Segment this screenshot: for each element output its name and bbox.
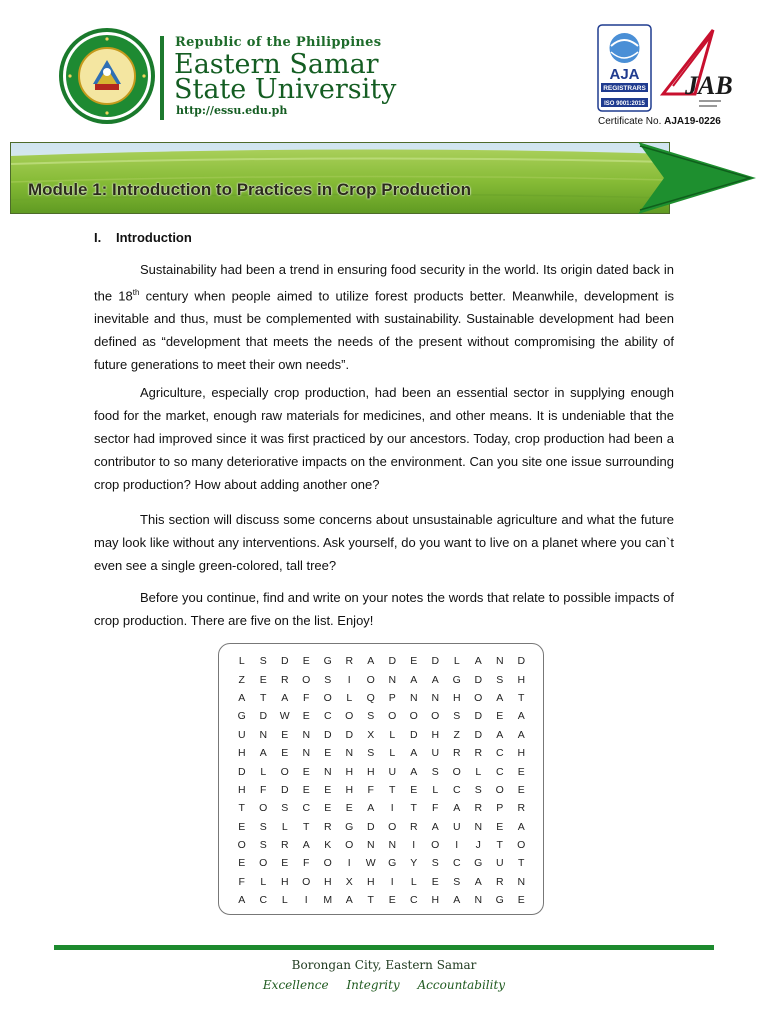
grid-letter: I — [455, 839, 459, 852]
grid-letter: O — [409, 710, 418, 723]
grid-letter: H — [452, 691, 461, 704]
motto-accountability: Accountability — [417, 978, 506, 992]
grid-letter: E — [324, 802, 332, 815]
grid-letter: A — [367, 655, 375, 668]
grid-letter: O — [302, 673, 311, 686]
grid-letter: A — [302, 839, 310, 852]
grid-letter: T — [518, 857, 525, 870]
grid-letter: F — [367, 783, 374, 796]
grid-letter: D — [409, 728, 418, 741]
grid-letter: P — [496, 802, 504, 815]
aja-mark-text: AJA — [609, 66, 640, 83]
grid-letter: O — [517, 839, 526, 852]
grid-letter: S — [431, 857, 439, 870]
university-name-line1: Eastern Samar — [174, 49, 379, 80]
grid-letter: T — [518, 691, 525, 704]
grid-letter: D — [474, 710, 483, 723]
grid-letter: S — [453, 710, 461, 723]
grid-letter: H — [237, 783, 246, 796]
grid-letter: H — [345, 783, 354, 796]
module-title: Module 1: Introduction to Practices in Crop Production — [28, 180, 471, 199]
grid-letter: E — [431, 875, 439, 888]
grid-letter: W — [365, 857, 376, 870]
grid-letter: O — [388, 820, 397, 833]
grid-letter: L — [260, 765, 267, 778]
grid-letter: K — [324, 839, 332, 852]
paragraph-4: Before you continue, find and write on your notes the words that relate to possible impacts of crop production. There are five on the list. Enjoy! — [94, 590, 674, 628]
grid-letter: C — [409, 894, 418, 907]
header-divider — [160, 36, 164, 120]
grid-letter: E — [324, 783, 332, 796]
university-seal-logo — [57, 26, 157, 126]
grid-letter: S — [496, 673, 504, 686]
grid-letter: F — [238, 875, 245, 888]
paragraph-2: Agriculture, especially crop production, had been an essential sector in supplying enough food for the market, enough raw materials for medicines, and other means. It is undeniable that the sector had improved since it was first practiced by our ancestors. Today, crop production had been a contributor to so many deteriorative impacts on the environment. Can you site one issue surrounding crop production? How about adding another one? — [94, 385, 674, 492]
grid-letter: E — [302, 783, 310, 796]
grid-letter: S — [367, 710, 375, 723]
grid-letter: G — [474, 857, 483, 870]
grid-letter: F — [303, 857, 310, 870]
grid-letter: A — [238, 894, 246, 907]
grid-letter: W — [279, 710, 290, 723]
grid-letter: H — [366, 875, 375, 888]
grid-letter: O — [366, 673, 375, 686]
grid-letter: E — [388, 894, 396, 907]
grid-letter: E — [281, 857, 289, 870]
grid-row — [231, 726, 533, 744]
grid-row — [231, 670, 533, 688]
grid-letter: S — [367, 747, 375, 760]
grid-letter: H — [517, 673, 526, 686]
grid-letter: N — [474, 894, 483, 907]
grid-letter: U — [452, 820, 461, 833]
grid-letter: L — [238, 655, 245, 668]
grid-letter: N — [474, 820, 483, 833]
grid-letter: R — [474, 747, 483, 760]
jab-accreditation-logo — [655, 24, 733, 112]
grid-letter: H — [280, 875, 289, 888]
grid-letter: N — [302, 747, 311, 760]
grid-row — [231, 762, 533, 780]
grid-letter: S — [281, 802, 289, 815]
grid-letter: Z — [238, 673, 245, 686]
grid-letter: E — [517, 894, 525, 907]
grid-letter: E — [324, 747, 332, 760]
grid-letter: S — [259, 655, 267, 668]
grid-letter: S — [474, 783, 482, 796]
grid-letter: N — [345, 747, 354, 760]
grid-letter: Q — [366, 691, 375, 704]
grid-row — [231, 799, 533, 817]
grid-letter: D — [323, 728, 332, 741]
grid-letter: L — [475, 765, 482, 778]
grid-row — [231, 707, 533, 725]
grid-letter: I — [390, 802, 394, 815]
grid-letter: O — [495, 783, 504, 796]
grid-letter: O — [388, 710, 397, 723]
grid-letter: I — [347, 673, 351, 686]
grid-letter: O — [345, 710, 354, 723]
grid-letter: E — [302, 765, 310, 778]
grid-letter: C — [495, 747, 504, 760]
grid-letter: S — [431, 765, 439, 778]
grid-row — [231, 689, 533, 707]
grid-letter: O — [280, 765, 289, 778]
grid-letter: N — [388, 673, 397, 686]
grid-letter: F — [432, 802, 439, 815]
grid-letter: H — [323, 875, 332, 888]
grid-letter: Z — [453, 728, 460, 741]
grid-row — [231, 781, 533, 799]
grid-letter: C — [259, 894, 268, 907]
grid-letter: A — [453, 894, 461, 907]
grid-letter: A — [474, 875, 482, 888]
grid-letter: E — [238, 820, 246, 833]
grid-letter: N — [323, 765, 332, 778]
grid-letter: D — [237, 765, 246, 778]
grid-letter: D — [474, 728, 483, 741]
university-name-line2: State University — [174, 74, 397, 105]
grid-letter: X — [345, 875, 353, 888]
grid-letter: R — [345, 655, 354, 668]
grid-letter: L — [260, 875, 267, 888]
grid-letter: H — [237, 747, 246, 760]
grid-letter: N — [495, 655, 504, 668]
grid-letter: O — [431, 710, 440, 723]
grid-letter: A — [367, 802, 375, 815]
grid-letter: G — [323, 655, 332, 668]
grid-letter: H — [345, 765, 354, 778]
grid-letter: O — [323, 857, 332, 870]
grid-letter: R — [495, 875, 504, 888]
grid-letter: N — [388, 839, 397, 852]
grid-letter: D — [366, 820, 375, 833]
grid-letter: O — [259, 802, 268, 815]
grid-letter: R — [474, 802, 483, 815]
grid-letter: C — [302, 802, 311, 815]
grid-letter: T — [389, 783, 396, 796]
grid-letter: A — [517, 728, 525, 741]
grid-letter: R — [280, 839, 289, 852]
grid-letter: I — [347, 857, 351, 870]
grid-letter: T — [367, 894, 374, 907]
grid-letter: R — [323, 820, 332, 833]
grid-letter: A — [453, 802, 461, 815]
grid-letter: E — [281, 728, 289, 741]
grid-letter: C — [452, 783, 461, 796]
grid-letter: C — [495, 765, 504, 778]
grid-letter: E — [410, 783, 418, 796]
grid-letter: A — [410, 765, 418, 778]
grid-row — [231, 891, 533, 909]
grid-letter: C — [452, 857, 461, 870]
grid-letter: E — [238, 857, 246, 870]
grid-letter: A — [259, 747, 267, 760]
grid-letter: E — [302, 655, 310, 668]
grid-letter: S — [259, 839, 267, 852]
grid-letter: R — [409, 820, 418, 833]
grid-row — [231, 652, 533, 670]
grid-letter: A — [431, 673, 439, 686]
grid-letter: R — [452, 747, 461, 760]
grid-letter: A — [410, 673, 418, 686]
grid-letter: L — [389, 728, 396, 741]
grid-letter: D — [280, 655, 289, 668]
grid-letter: T — [260, 691, 267, 704]
grid-letter: A — [281, 691, 289, 704]
grid-letter: U — [495, 857, 504, 870]
grid-letter: T — [410, 802, 417, 815]
paragraph-3: This section will discuss some concerns about unsustainable agriculture and what the future may look like without any interventions. Ask yourself, do you want to live on a planet where you can`t even see a single green-colored, tall tree? — [94, 512, 674, 573]
footer-city: Borongan City, Eastern Samar — [291, 958, 477, 972]
jab-mark-text: JAB — [685, 71, 733, 100]
grid-letter: H — [431, 894, 440, 907]
grid-letter: I — [390, 875, 394, 888]
grid-letter: H — [431, 728, 440, 741]
grid-letter: T — [238, 802, 245, 815]
grid-letter: L — [346, 691, 353, 704]
grid-letter: D — [517, 655, 526, 668]
grid-letter: N — [366, 839, 375, 852]
grid-row — [231, 873, 533, 891]
grid-letter: F — [260, 783, 267, 796]
grid-letter: E — [496, 710, 504, 723]
footer-motto — [0, 978, 768, 992]
grid-row — [231, 744, 533, 762]
grid-letter: G — [237, 710, 246, 723]
grid-letter: J — [475, 839, 481, 852]
grid-letter: O — [259, 857, 268, 870]
grid-letter: E — [281, 747, 289, 760]
grid-letter: N — [302, 728, 311, 741]
grid-letter: S — [453, 875, 461, 888]
republic-label: Republic of the Philippines — [175, 35, 382, 50]
module-banner — [10, 142, 756, 214]
grid-letter: A — [517, 710, 525, 723]
grid-letter: M — [323, 894, 333, 907]
grid-letter: D — [345, 728, 354, 741]
footer-divider — [54, 945, 714, 950]
grid-row — [231, 854, 533, 872]
grid-letter: A — [410, 747, 418, 760]
grid-letter: A — [496, 691, 504, 704]
grid-letter: O — [452, 765, 461, 778]
grid-letter: X — [367, 728, 375, 741]
grid-letter: O — [302, 875, 311, 888]
university-url-link[interactable]: http://essu.edu.ph — [176, 104, 288, 117]
grid-letter: U — [431, 747, 440, 760]
grid-letter: T — [496, 839, 503, 852]
grid-letter: L — [432, 783, 439, 796]
grid-letter: I — [412, 839, 416, 852]
grid-letter: D — [388, 655, 397, 668]
grid-letter: O — [345, 839, 354, 852]
grid-letter: A — [496, 728, 504, 741]
grid-letter: G — [345, 820, 354, 833]
grid-letter: L — [281, 894, 288, 907]
grid-letter: L — [410, 875, 417, 888]
paragraph-1: Sustainability had been a trend in ensuring food security in the world. Its origin dated back in the 18th century when people aimed to utilize forest products better. Meanwhile, development is inevitable and thus, must be complemented with sustainability. Sustainable development had been defined as “development that meets the needs of the present without compromising the ability of future generations to meet their own needs”. — [94, 262, 674, 373]
grid-letter: N — [517, 875, 526, 888]
grid-letter: G — [452, 673, 461, 686]
grid-letter: R — [280, 673, 289, 686]
grid-letter: D — [280, 783, 289, 796]
grid-letter: C — [323, 710, 332, 723]
grid-letter: O — [431, 839, 440, 852]
aja-iso-text: ISO 9001:2015 — [604, 101, 645, 107]
motto-excellence: Excellence — [262, 978, 329, 992]
grid-letter: T — [303, 820, 310, 833]
grid-row — [231, 836, 533, 854]
grid-letter: U — [237, 728, 246, 741]
grid-letter: D — [431, 655, 440, 668]
grid-letter: N — [409, 691, 418, 704]
grid-letter: H — [517, 747, 526, 760]
grid-row — [231, 818, 533, 836]
grid-letter: A — [431, 820, 439, 833]
aja-registrars-text: REGISTRARS — [603, 85, 646, 92]
grid-letter: N — [431, 691, 440, 704]
grid-letter: S — [259, 820, 267, 833]
grid-letter: L — [281, 820, 288, 833]
grid-letter: F — [303, 691, 310, 704]
grid-letter: G — [388, 857, 397, 870]
grid-letter: D — [474, 673, 483, 686]
grid-letter: L — [389, 747, 396, 760]
grid-letter: E — [345, 802, 353, 815]
grid-letter: P — [388, 691, 396, 704]
grid-letter: I — [304, 894, 308, 907]
grid-letter: L — [453, 655, 460, 668]
grid-letter: E — [517, 783, 525, 796]
grid-letter: E — [259, 673, 267, 686]
word-search-grid — [231, 652, 533, 909]
grid-letter: D — [259, 710, 268, 723]
grid-letter: S — [324, 673, 332, 686]
grid-letter: G — [495, 894, 504, 907]
grid-letter: N — [259, 728, 268, 741]
grid-letter: E — [517, 765, 525, 778]
grid-letter: O — [323, 691, 332, 704]
grid-letter: A — [474, 655, 482, 668]
grid-letter: A — [517, 820, 525, 833]
grid-letter: Y — [410, 857, 418, 870]
grid-letter: E — [410, 655, 418, 668]
grid-letter: H — [366, 765, 375, 778]
grid-letter: O — [474, 691, 483, 704]
grid-letter: A — [345, 894, 353, 907]
grid-letter: R — [517, 802, 526, 815]
grid-letter: E — [302, 710, 310, 723]
motto-integrity: Integrity — [346, 978, 400, 992]
grid-letter: O — [237, 839, 246, 852]
aja-registrars-logo — [597, 24, 652, 112]
grid-letter: U — [388, 765, 397, 778]
grid-letter: A — [238, 691, 246, 704]
section-heading: I. Introduction — [94, 230, 192, 245]
grid-letter: E — [496, 820, 504, 833]
certificate-number: Certificate No. AJA19-0226 — [598, 116, 721, 127]
